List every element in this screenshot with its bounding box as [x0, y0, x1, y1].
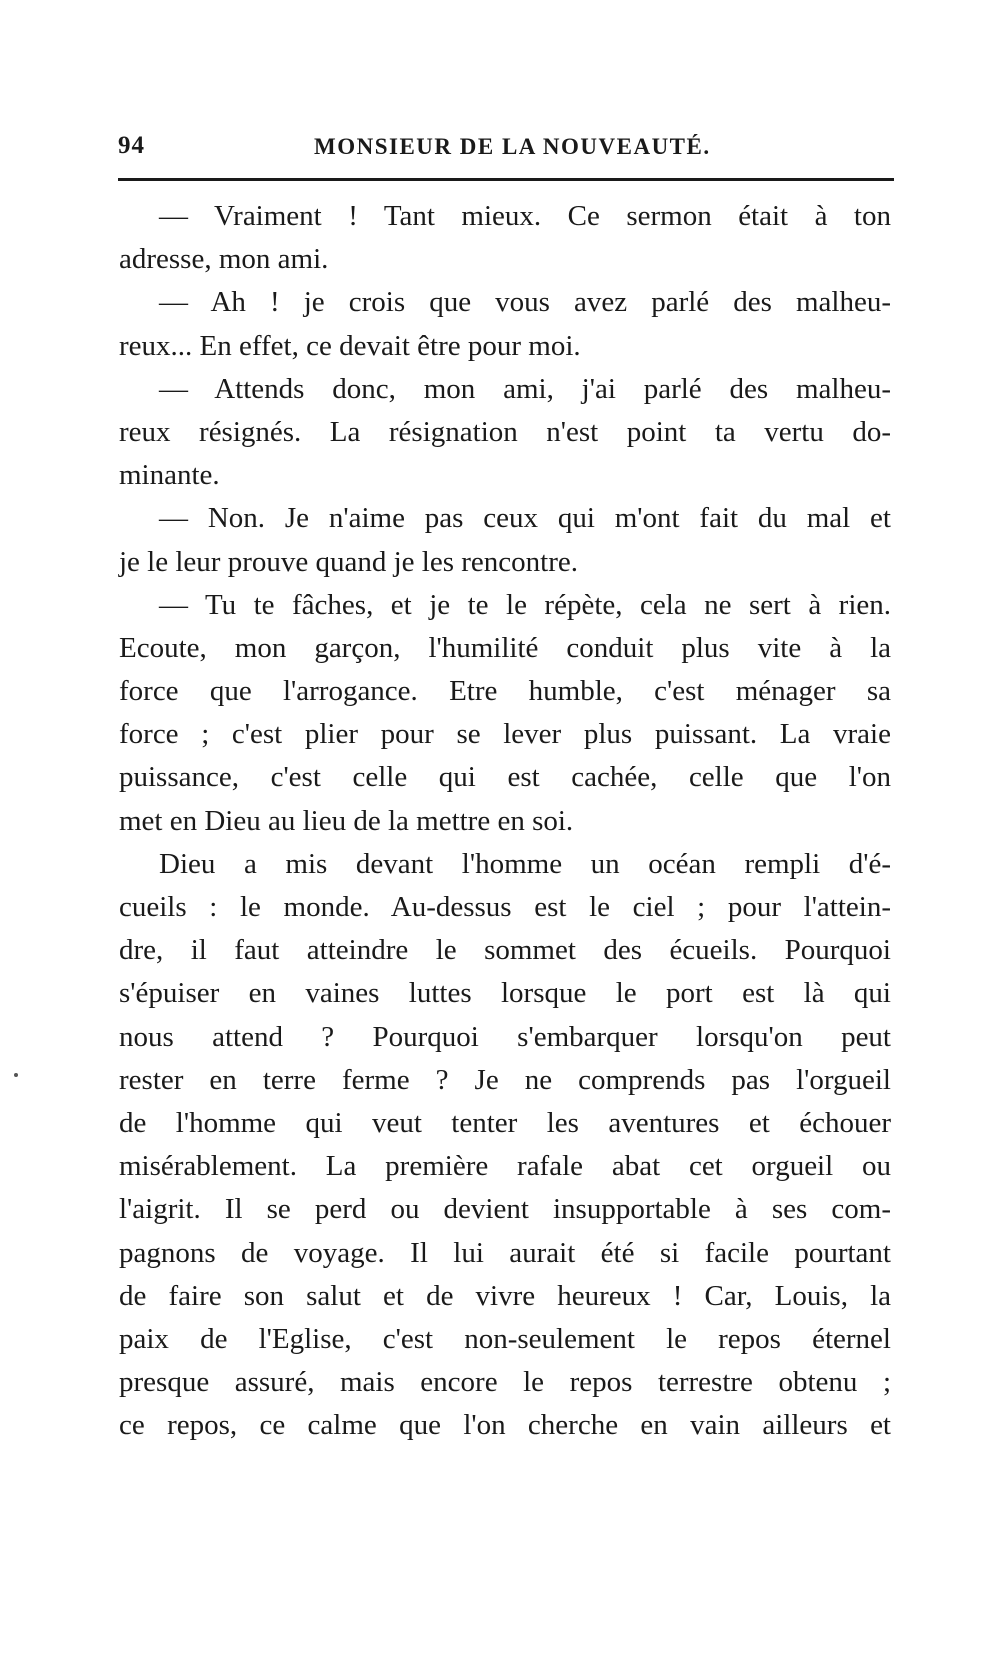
text-line: dre, il faut atteindre le sommet des écueils. Pourquoi — [119, 934, 891, 967]
text-line: minante. — [119, 459, 220, 492]
text-line: — Attends donc, mon ami, j'ai parlé des malheu- — [159, 372, 891, 405]
text-line: l'aigrit. Il se perd ou devient insupportable à ses com- — [119, 1193, 891, 1226]
text-line: — Vraiment ! Tant mieux. Ce sermon était à ton — [159, 200, 891, 232]
body-text — [119, 195, 891, 1447]
page-header — [118, 132, 894, 168]
text-line: reux résignés. La résignation n'est point ta vertu do- — [119, 415, 891, 448]
text-line: adresse, mon ami. — [119, 243, 329, 276]
text-line: nous attend ? Pourquoi s'embarquer lorsqu'on peut — [119, 1020, 891, 1053]
text-line: presque assuré, mais encore le repos terrestre obtenu ; — [119, 1366, 891, 1399]
text-line: force que l'arrogance. Etre humble, c'est ménager sa — [119, 675, 891, 708]
page-number: 94 — [118, 132, 145, 159]
text-line: puissance, c'est celle qui est cachée, celle que l'on — [119, 761, 891, 794]
text-line: paix de l'Eglise, c'est non-seulement le repos éternel — [119, 1322, 891, 1355]
text-line: pagnons de voyage. Il lui aurait été si facile pourtant — [119, 1236, 891, 1269]
text-line: — Non. Je n'aime pas ceux qui m'ont fait du mal et — [159, 502, 891, 535]
running-title: MONSIEUR DE LA NOUVEAUTÉ. — [314, 134, 711, 159]
header-rule — [118, 178, 894, 181]
text-line: s'épuiser en vaines luttes lorsque le port est là qui — [119, 977, 891, 1010]
text-line: de l'homme qui veut tenter les aventures et échouer — [119, 1106, 891, 1139]
text-line: rester en terre ferme ? Je ne comprends pas l'orgueil — [119, 1063, 891, 1096]
text-line: ce repos, ce calme que l'on cherche en vain ailleurs et — [119, 1409, 891, 1442]
text-line: force ; c'est plier pour se lever plus puissant. La vraie — [119, 718, 891, 751]
text-line: misérablement. La première rafale abat cet orgueil ou — [119, 1150, 891, 1183]
text-line: reux... En effet, ce devait être pour moi. — [119, 329, 581, 362]
text-line: Dieu a mis devant l'homme un océan rempli d'é- — [159, 847, 891, 880]
text-line: de faire son salut et de vivre heureux ! Car, Louis, la — [119, 1279, 891, 1312]
margin-speck — [14, 1073, 18, 1077]
text-line: cueils : le monde. Au-dessus est le ciel ; pour l'attein- — [119, 891, 891, 923]
text-line: — Tu te fâches, et je te le répète, cela ne sert à rien. — [159, 588, 891, 621]
text-line: met en Dieu au lieu de la mettre en soi. — [119, 804, 574, 837]
text-line: Ecoute, mon garçon, l'humilité conduit plus vite à la — [119, 631, 891, 664]
text-line: — Ah ! je crois que vous avez parlé des malheu- — [159, 286, 891, 319]
text-line: je le leur prouve quand je les rencontre. — [119, 545, 578, 578]
